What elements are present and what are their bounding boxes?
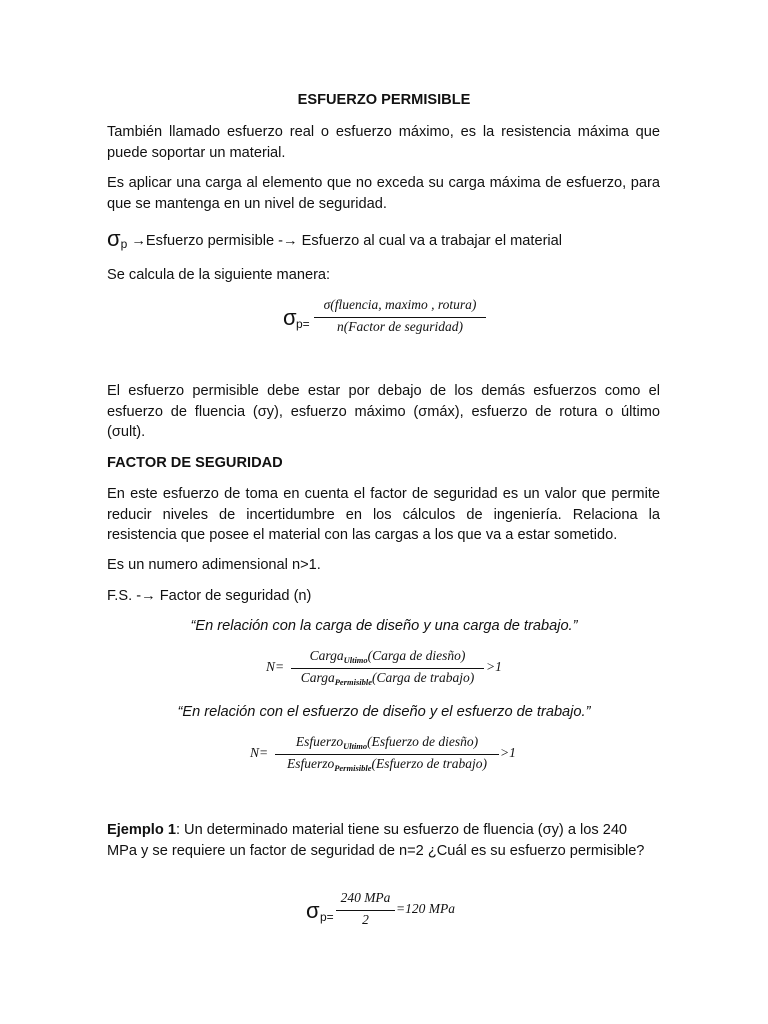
section-heading-safety-factor: FACTOR DE SEGURIDAD xyxy=(107,455,283,471)
sigma-subscript: p= xyxy=(296,317,310,331)
paragraph-definition: También llamado esfuerzo real o esfuerzo máximo, es la resistencia máxima que puede soportar un material. xyxy=(107,124,660,161)
paragraph-application: Es aplicar una carga al elemento que no exceda su carga máxima de esfuerzo, para que se mantenga en un nivel de seguridad. xyxy=(107,175,660,212)
paragraph-safety-factor: En este esfuerzo de toma en cuenta el factor de seguridad es un valor que permite reducir niveles de incertidumbre en los cálculos de ingeniería. Relaciona la resistencia que posee el material con las cargas a los que va a estar sometido. xyxy=(107,486,660,543)
sigma-definition-line xyxy=(107,226,660,255)
formula-numerator: 240 MPa xyxy=(340,890,391,905)
fs-label: F.S. - xyxy=(107,588,142,604)
formula-numerator: Carga$_{Ultimo}$(Carga de diesño) xyxy=(309,648,466,665)
fs-definition-line xyxy=(107,586,660,607)
formula-lhs: N= xyxy=(266,659,285,674)
definition-text-2: Esfuerzo al cual va a trabajar el material xyxy=(297,233,563,249)
formula-denominator: 2 xyxy=(362,912,369,927)
sigma-symbol: σ xyxy=(107,226,121,251)
formula-rhs: >1 xyxy=(500,745,516,760)
formula-lhs: N= xyxy=(250,745,269,760)
formula-rhs: >1 xyxy=(486,659,502,674)
fraction-bar xyxy=(275,754,499,755)
fraction-bar xyxy=(336,910,395,911)
paragraph-calculation-intro: Se calcula de la siguiente manera: xyxy=(107,267,331,283)
paragraph-example xyxy=(107,820,660,861)
formula-numerator: σ(fluencia, maximo , rotura) xyxy=(323,297,477,312)
definition-text-1: Esfuerzo permisible - xyxy=(145,233,283,249)
sigma-symbol: σ xyxy=(283,305,297,330)
paragraph-allowable-below: El esfuerzo permisible debe estar por debajo de los demás esfuerzos como el esfuerzo de fluencia (σy), esfuerzo máximo (σmáx), esfuerzo de rotura o último (σult). xyxy=(107,383,660,440)
sigma-symbol: σ xyxy=(306,898,320,923)
arrow-icon: → xyxy=(283,233,298,249)
arrow-icon: → xyxy=(131,233,146,249)
formula-denominator: n(Factor de seguridad) xyxy=(337,319,463,334)
quote-stress: “En relación con el esfuerzo de diseño y el esfuerzo de trabajo.” xyxy=(177,704,591,720)
fs-text: Factor de seguridad (n) xyxy=(155,588,312,604)
arrow-icon: → xyxy=(141,588,156,604)
example-label: Ejemplo 1 xyxy=(107,822,176,838)
formula-rhs: =120 MPa xyxy=(396,901,455,916)
page-title: ESFUERZO PERMISIBLE xyxy=(297,92,471,108)
fraction-bar xyxy=(314,317,486,318)
sigma-subscript: p= xyxy=(320,910,334,924)
quote-load: “En relación con la carga de diseño y una carga de trabajo.” xyxy=(190,618,578,634)
fraction-bar xyxy=(291,668,484,669)
formula-denominator: Carga$_{Permisible}$(Carga de trabajo) xyxy=(300,670,475,687)
formula-denominator: Esfuerzo$_{Permisible}$(Esfuerzo de trabajo) xyxy=(286,756,488,773)
formula-numerator: Esfuerzo$_{Ultimo}$(Esfuerzo de diesño) xyxy=(295,734,479,751)
sigma-subscript: p xyxy=(120,237,128,251)
paragraph-dimensionless: Es un numero adimensional n>1. xyxy=(107,557,321,573)
example-text: : Un determinado material tiene su esfuerzo de fluencia (σy) a los 240 MPa y se requiere un factor de seguridad de n=2 ¿Cuál es su esfuerzo permisible? xyxy=(107,822,645,859)
